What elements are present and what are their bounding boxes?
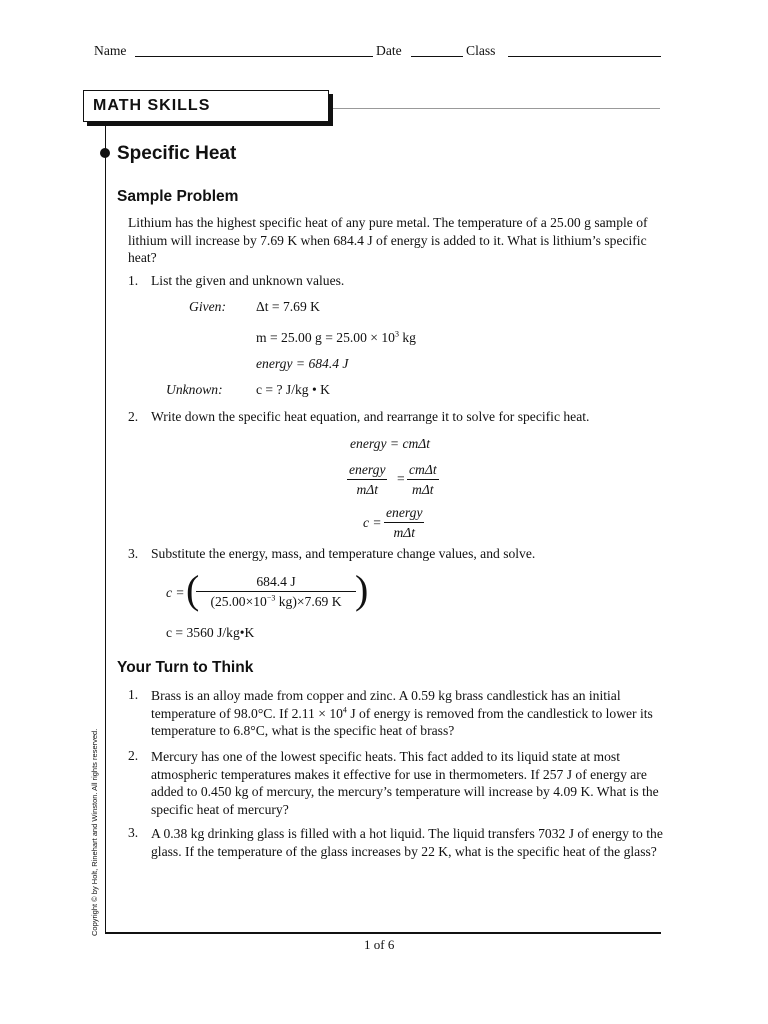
title-bullet (100, 148, 110, 158)
fraction-denominator: mΔt (412, 482, 434, 497)
denominator-exponent: −3 (266, 593, 276, 603)
question-2-number: 2. (128, 748, 139, 763)
fraction-cmdt-over-mdt (407, 462, 439, 498)
step2-number: 2. (128, 409, 139, 424)
fraction-numerator: energy (347, 462, 387, 480)
sample-problem-text: Lithium has the highest specific heat of any pure metal. The temperature of a 25.00 g sample of lithium will increase by 7.69 K when 684.4 J of energy is added to it. What is lithium’s specific heat? (128, 215, 648, 265)
question-1-number: 1. (128, 687, 139, 702)
substitution-fraction (196, 574, 356, 610)
step1-text: List the given and unknown values. (151, 273, 345, 288)
mass-exponent: 3 (394, 329, 399, 339)
mass-unit: kg (398, 330, 416, 345)
given-label: Given: (189, 299, 226, 314)
step2-text: Write down the specific heat equation, and rearrange it to solve for specific heat. (151, 409, 590, 424)
c-equals: c = (363, 515, 382, 530)
fraction-numerator: cmΔt (407, 462, 439, 480)
name-label: Name (94, 43, 127, 58)
date-label: Date (376, 43, 402, 58)
step3-text: Substitute the energy, mass, and temperature change values, and solve. (151, 546, 536, 561)
fraction-denominator: mΔt (393, 525, 416, 540)
question-3-number: 3. (128, 825, 139, 840)
equals-sign: = (397, 471, 405, 486)
given-energy: energy = 684.4 J (256, 356, 349, 371)
question-2-text: Mercury has one of the lowest specific heats. This fact added to its liquid state at most atmospheric temperatures makes it effective for use in thermometers. If 257 J of energy are added to 0.450 kg of mercury, the mercury’s temperature will increase by 4.09 K. What is the specific heat of mercury? (151, 749, 659, 817)
question-1-text (151, 687, 671, 740)
margin-rule (105, 126, 106, 934)
question-1-part-a: Brass is an alloy made from copper and zinc. A 0.59 kg brass candlestick has an initial temperature of 98.0°C. If 2.11 × 10 (151, 688, 621, 721)
class-label: Class (466, 43, 496, 58)
unknown-value: c = ? J/kg • K (256, 382, 330, 397)
page-title: Specific Heat (117, 143, 237, 164)
sample-heading: Sample Problem (117, 188, 239, 205)
denominator-rest: kg)×7.69 K (275, 594, 342, 609)
math-skills-label: MATH SKILLS (93, 97, 211, 114)
left-paren: ( (186, 567, 200, 612)
fraction-c-solution (384, 505, 424, 541)
unknown-label: Unknown: (166, 382, 223, 397)
right-paren: ) (355, 567, 369, 612)
copyright-notice: Copyright © by Holt, Rinehart and Winston. All rights reserved. (90, 728, 99, 936)
step1-number: 1. (128, 273, 139, 288)
fraction-energy-over-mdt (347, 462, 387, 498)
question-1-part-b: J of energy is removed from the candlestick to lower its temperature to 6.8°C, what is the specific heat of brass? (151, 705, 653, 738)
page-number: 1 of 6 (364, 937, 395, 952)
denominator-mass: (25.00×10 (210, 594, 267, 609)
header-rule (333, 108, 660, 109)
your-turn-heading: Your Turn to Think (117, 659, 254, 676)
step3-number: 3. (128, 546, 139, 561)
class-field-line[interactable] (508, 56, 661, 57)
equation-energy: energy = cmΔt (350, 436, 431, 451)
substitution-c-equals: c = (166, 585, 185, 600)
date-field-line[interactable] (411, 56, 463, 57)
mass-value: m = 25.00 g = 25.00 × 10 (256, 330, 395, 345)
question-3-text: A 0.38 kg drinking glass is filled with a hot liquid. The liquid transfers 7032 J of energy to the glass. If the temperature of the glass increases by 22 K, what is the specific heat of the glass? (151, 826, 663, 859)
fraction-denominator (196, 592, 356, 610)
footer-rule (105, 932, 661, 934)
name-field-line[interactable] (135, 56, 373, 57)
given-delta-t: Δt = 7.69 K (256, 299, 320, 314)
fraction-numerator: energy (384, 505, 424, 523)
question-1-exponent: 4 (342, 704, 347, 714)
fraction-numerator: 684.4 J (196, 574, 356, 592)
result: c = 3560 J/kg•K (166, 625, 255, 640)
math-skills-box (83, 90, 329, 122)
fraction-denominator: mΔt (356, 482, 379, 497)
given-mass (256, 330, 416, 346)
